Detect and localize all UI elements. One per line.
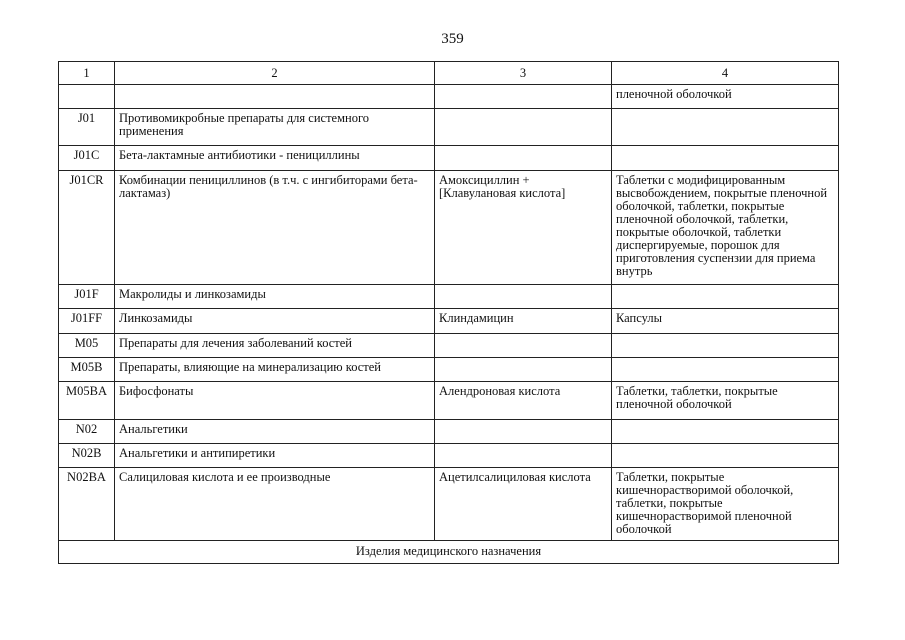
drug-name-cell: Амоксициллин + [Клавулановая кислота] xyxy=(435,171,612,285)
table-row xyxy=(59,382,839,420)
group-name-cell: Линкозамиды xyxy=(115,309,435,334)
dosage-form-cell: Капсулы xyxy=(612,309,839,334)
dosage-form-cell: пленочной оболочкой xyxy=(612,85,839,109)
atc-code-cell: M05 xyxy=(59,334,115,358)
group-name-cell: Комбинации пенициллинов (в т.ч. с ингибиторами бета-лактамаз) xyxy=(115,171,435,285)
drug-name-cell xyxy=(435,420,612,444)
group-name-cell: Анальгетики и антипиретики xyxy=(115,444,435,468)
group-name-cell: Макролиды и линкозамиды xyxy=(115,285,435,309)
dosage-form-cell xyxy=(612,285,839,309)
dosage-form-cell xyxy=(612,146,839,171)
drug-name-cell xyxy=(435,85,612,109)
atc-code-cell: J01C xyxy=(59,146,115,171)
atc-code-cell: N02 xyxy=(59,420,115,444)
group-name-cell: Препараты, влияющие на минерализацию костей xyxy=(115,358,435,382)
atc-code-cell: J01 xyxy=(59,109,115,146)
drug-name-cell: Клиндамицин xyxy=(435,309,612,334)
dosage-form-cell xyxy=(612,420,839,444)
column-header-3: 3 xyxy=(435,62,612,85)
table-row xyxy=(59,420,839,444)
atc-code-cell: J01CR xyxy=(59,171,115,285)
group-name-cell: Бифосфонаты xyxy=(115,382,435,420)
column-header-2: 2 xyxy=(115,62,435,85)
group-name-cell xyxy=(115,85,435,109)
drug-name-cell xyxy=(435,285,612,309)
table-row xyxy=(59,85,839,109)
atc-code-cell: J01F xyxy=(59,285,115,309)
drug-name-cell xyxy=(435,146,612,171)
table-row xyxy=(59,171,839,285)
atc-code-cell: J01FF xyxy=(59,309,115,334)
section-title-medical-devices: Изделия медицинского назначения xyxy=(59,541,839,564)
dosage-form-cell xyxy=(612,109,839,146)
dosage-form-cell: Таблетки, покрытые кишечнорастворимой оболочкой, таблетки, покрытые кишечнорастворимой пленочной оболочкой xyxy=(612,468,839,541)
column-header-4: 4 xyxy=(612,62,839,85)
atc-code-cell: M05BA xyxy=(59,382,115,420)
atc-code-cell: N02B xyxy=(59,444,115,468)
table-header-row xyxy=(59,62,839,85)
table-row xyxy=(59,146,839,171)
footer-row xyxy=(59,541,839,564)
group-name-cell: Препараты для лечения заболеваний костей xyxy=(115,334,435,358)
table-row xyxy=(59,444,839,468)
drug-name-cell xyxy=(435,334,612,358)
drug-name-cell: Ацетилсалициловая кислота xyxy=(435,468,612,541)
column-header-1: 1 xyxy=(59,62,115,85)
dosage-form-cell xyxy=(612,334,839,358)
drug-classification-table xyxy=(58,61,839,564)
atc-code-cell: N02BA xyxy=(59,468,115,541)
atc-code-cell: M05B xyxy=(59,358,115,382)
group-name-cell: Бета-лактамные антибиотики - пенициллины xyxy=(115,146,435,171)
table-row xyxy=(59,285,839,309)
dosage-form-cell: Таблетки с модифицированным высвобождением, покрытые пленочной оболочкой, таблетки, покрытые пленочной оболочкой, таблетки, покрытые оболочкой, таблетки диспергируемые, порошок для приготовления суспензии для приема внутрь xyxy=(612,171,839,285)
table-row xyxy=(59,334,839,358)
drug-name-cell: Алендроновая кислота xyxy=(435,382,612,420)
group-name-cell: Противомикробные препараты для системного применения xyxy=(115,109,435,146)
page-number: 359 xyxy=(441,31,464,47)
table-row xyxy=(59,358,839,382)
drug-name-cell xyxy=(435,444,612,468)
group-name-cell: Анальгетики xyxy=(115,420,435,444)
dosage-form-cell: Таблетки, таблетки, покрытые пленочной оболочкой xyxy=(612,382,839,420)
drug-name-cell xyxy=(435,109,612,146)
table-row xyxy=(59,468,839,541)
dosage-form-cell xyxy=(612,444,839,468)
group-name-cell: Салициловая кислота и ее производные xyxy=(115,468,435,541)
drug-name-cell xyxy=(435,358,612,382)
dosage-form-cell xyxy=(612,358,839,382)
table-row xyxy=(59,109,839,146)
table-row xyxy=(59,309,839,334)
atc-code-cell xyxy=(59,85,115,109)
